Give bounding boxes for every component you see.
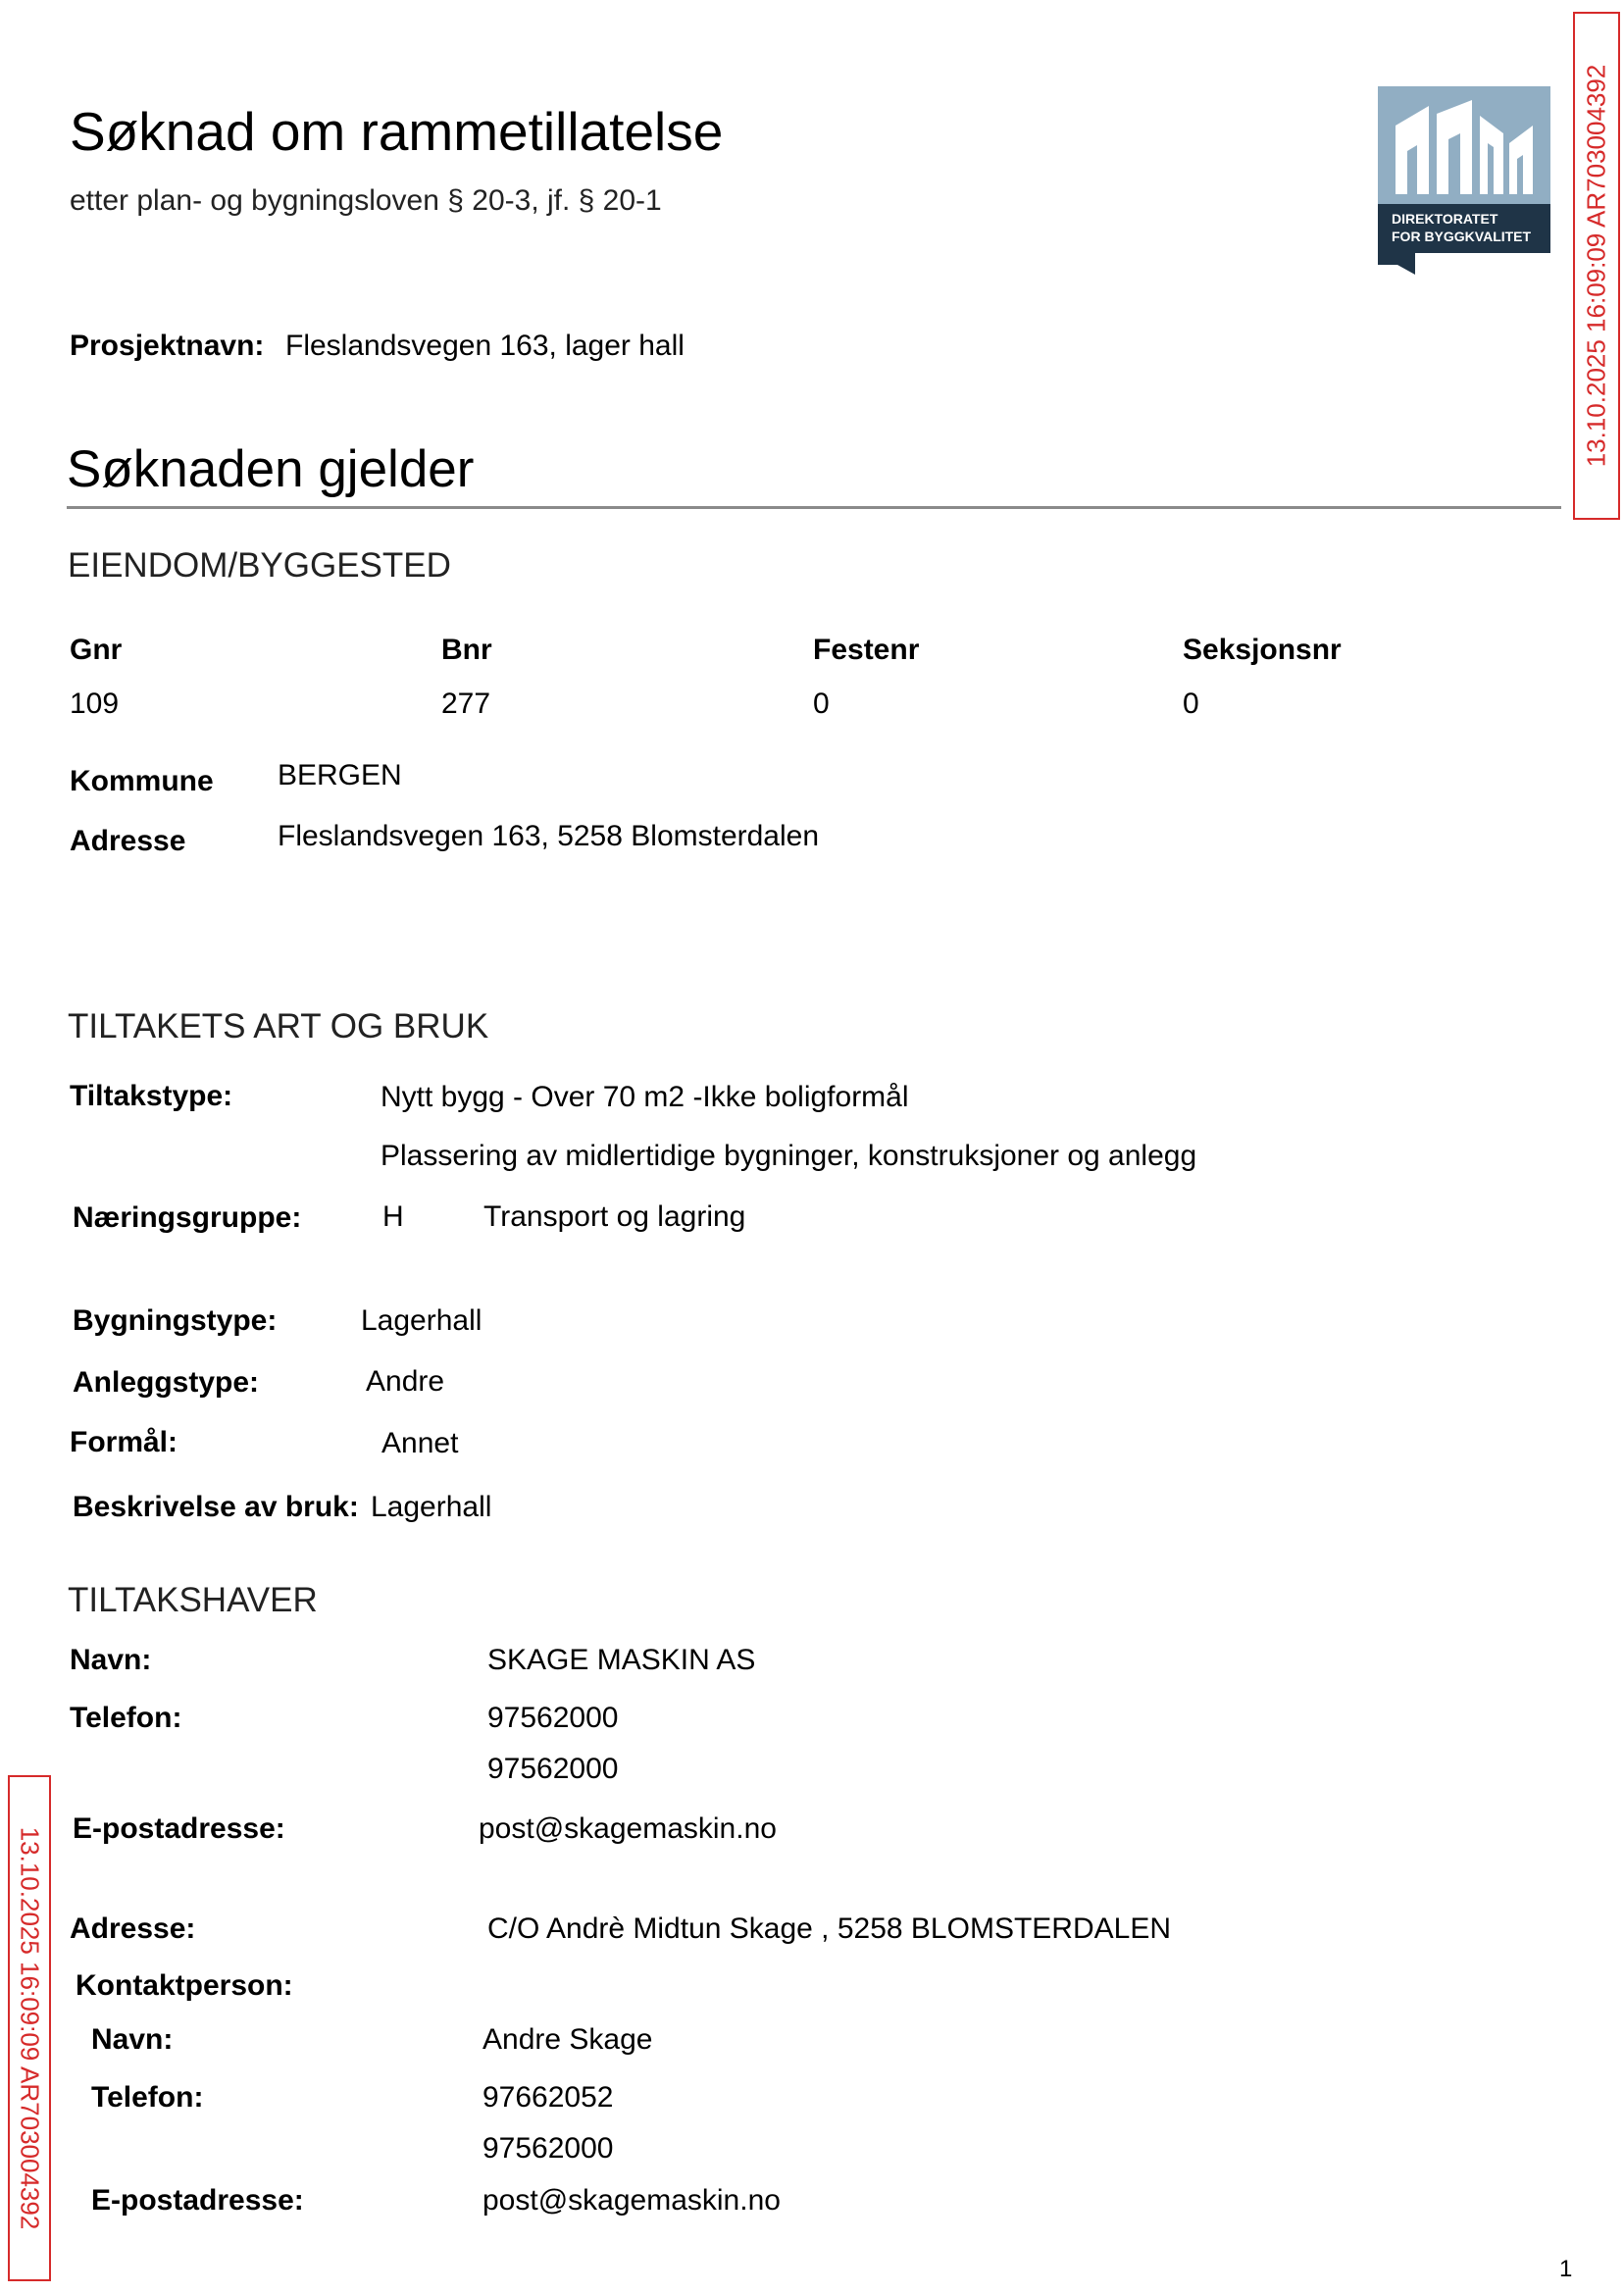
kontakt-navn-value: Andre Skage [482, 2023, 653, 2056]
kontakt-telefon-label: Telefon: [91, 2081, 204, 2114]
naeringsgruppe-label: Næringsgruppe: [73, 1201, 302, 1234]
seksjonsnr-label: Seksjonsnr [1183, 634, 1342, 666]
kontakt-epost-value: post@skagemaskin.no [482, 2184, 781, 2217]
kontakt-epost-label: E-postadresse: [91, 2184, 304, 2217]
kontakt-telefon-value-1: 97662052 [482, 2081, 614, 2114]
kontakt-telefon-value-2: 97562000 [482, 2132, 614, 2165]
project-name-value: Fleslandsvegen 163, lager hall [285, 330, 685, 362]
tiltakshaver-epost-label: E-postadresse: [73, 1812, 285, 1845]
kommune-label: Kommune [70, 765, 214, 797]
kommune-value: BERGEN [278, 759, 402, 791]
kontaktperson-label: Kontaktperson: [76, 1969, 293, 2002]
page-title: Søknad om rammetillatelse [70, 101, 724, 162]
page-number: 1 [1559, 2256, 1573, 2282]
tiltakshaver-epost-value: post@skagemaskin.no [479, 1812, 777, 1845]
logo-line-2: FOR BYGGKVALITET [1392, 229, 1532, 244]
anleggstype-value: Andre [366, 1365, 445, 1398]
gnr-label: Gnr [70, 634, 123, 666]
naeringsgruppe-code: H [382, 1200, 404, 1233]
beskrivelse-label: Beskrivelse av bruk: [73, 1491, 359, 1523]
stamp-text-bottom: 13.10.2025 16:09:09 AR703004392 [15, 1826, 45, 2230]
tiltakshaver-navn-label: Navn: [70, 1644, 152, 1676]
tiltakstype-value-2: Plassering av midlertidige bygninger, konstruksjoner og anlegg [381, 1140, 1197, 1172]
seksjonsnr-value: 0 [1183, 688, 1199, 720]
bnr-label: Bnr [441, 634, 492, 666]
tiltakshaver-telefon-value-2: 97562000 [487, 1753, 619, 1785]
bygningstype-value: Lagerhall [361, 1304, 482, 1337]
bygningstype-label: Bygningstype: [73, 1304, 278, 1337]
dibk-logo [1378, 86, 1550, 275]
tiltakshaver-adresse-value: C/O Andrè Midtun Skage , 5258 BLOMSTERDALEN [487, 1912, 1171, 1945]
anleggstype-label: Anleggstype: [73, 1366, 260, 1399]
tiltakshaver-heading: TILTAKSHAVER [68, 1581, 318, 1619]
tiltakshaver-navn-value: SKAGE MASKIN AS [487, 1644, 756, 1676]
tiltakstype-label: Tiltakstype: [70, 1080, 233, 1112]
eiendom-heading: EIENDOM/BYGGESTED [68, 546, 451, 585]
section-title: Søknaden gjelder [67, 440, 475, 498]
section-divider [67, 506, 1561, 509]
stamp-text-top: 13.10.2025 16:09:09 AR703004392 [1581, 64, 1611, 468]
kontakt-navn-label: Navn: [91, 2023, 174, 2056]
adresse-value: Fleslandsvegen 163, 5258 Blomsterdalen [278, 820, 820, 852]
tiltakstype-value-1: Nytt bygg - Over 70 m2 -Ikke boligformål [381, 1081, 909, 1113]
festenr-label: Festenr [813, 634, 920, 666]
receipt-stamp-bottom [8, 1775, 51, 2281]
page-subtitle: etter plan- og bygningsloven § 20-3, jf. § 20-1 [70, 184, 662, 217]
project-name-label: Prosjektnavn: [70, 330, 265, 362]
formal-value: Annet [381, 1427, 459, 1459]
adresse-label: Adresse [70, 825, 186, 857]
tiltak-heading: TILTAKETS ART OG BRUK [68, 1007, 489, 1045]
receipt-stamp-top [1573, 12, 1620, 520]
logo-line-1: DIREKTORATET [1392, 211, 1498, 227]
festenr-value: 0 [813, 688, 830, 720]
tiltakshaver-adresse-label: Adresse: [70, 1912, 196, 1945]
gnr-value: 109 [70, 688, 120, 720]
formal-label: Formål: [70, 1426, 178, 1458]
tiltakshaver-telefon-label: Telefon: [70, 1702, 182, 1734]
dibk-logo-graphic [1378, 86, 1550, 275]
bnr-value: 277 [441, 688, 491, 720]
beskrivelse-value: Lagerhall [371, 1491, 492, 1523]
naeringsgruppe-value: Transport og lagring [483, 1200, 746, 1233]
tiltakshaver-telefon-value-1: 97562000 [487, 1702, 619, 1734]
